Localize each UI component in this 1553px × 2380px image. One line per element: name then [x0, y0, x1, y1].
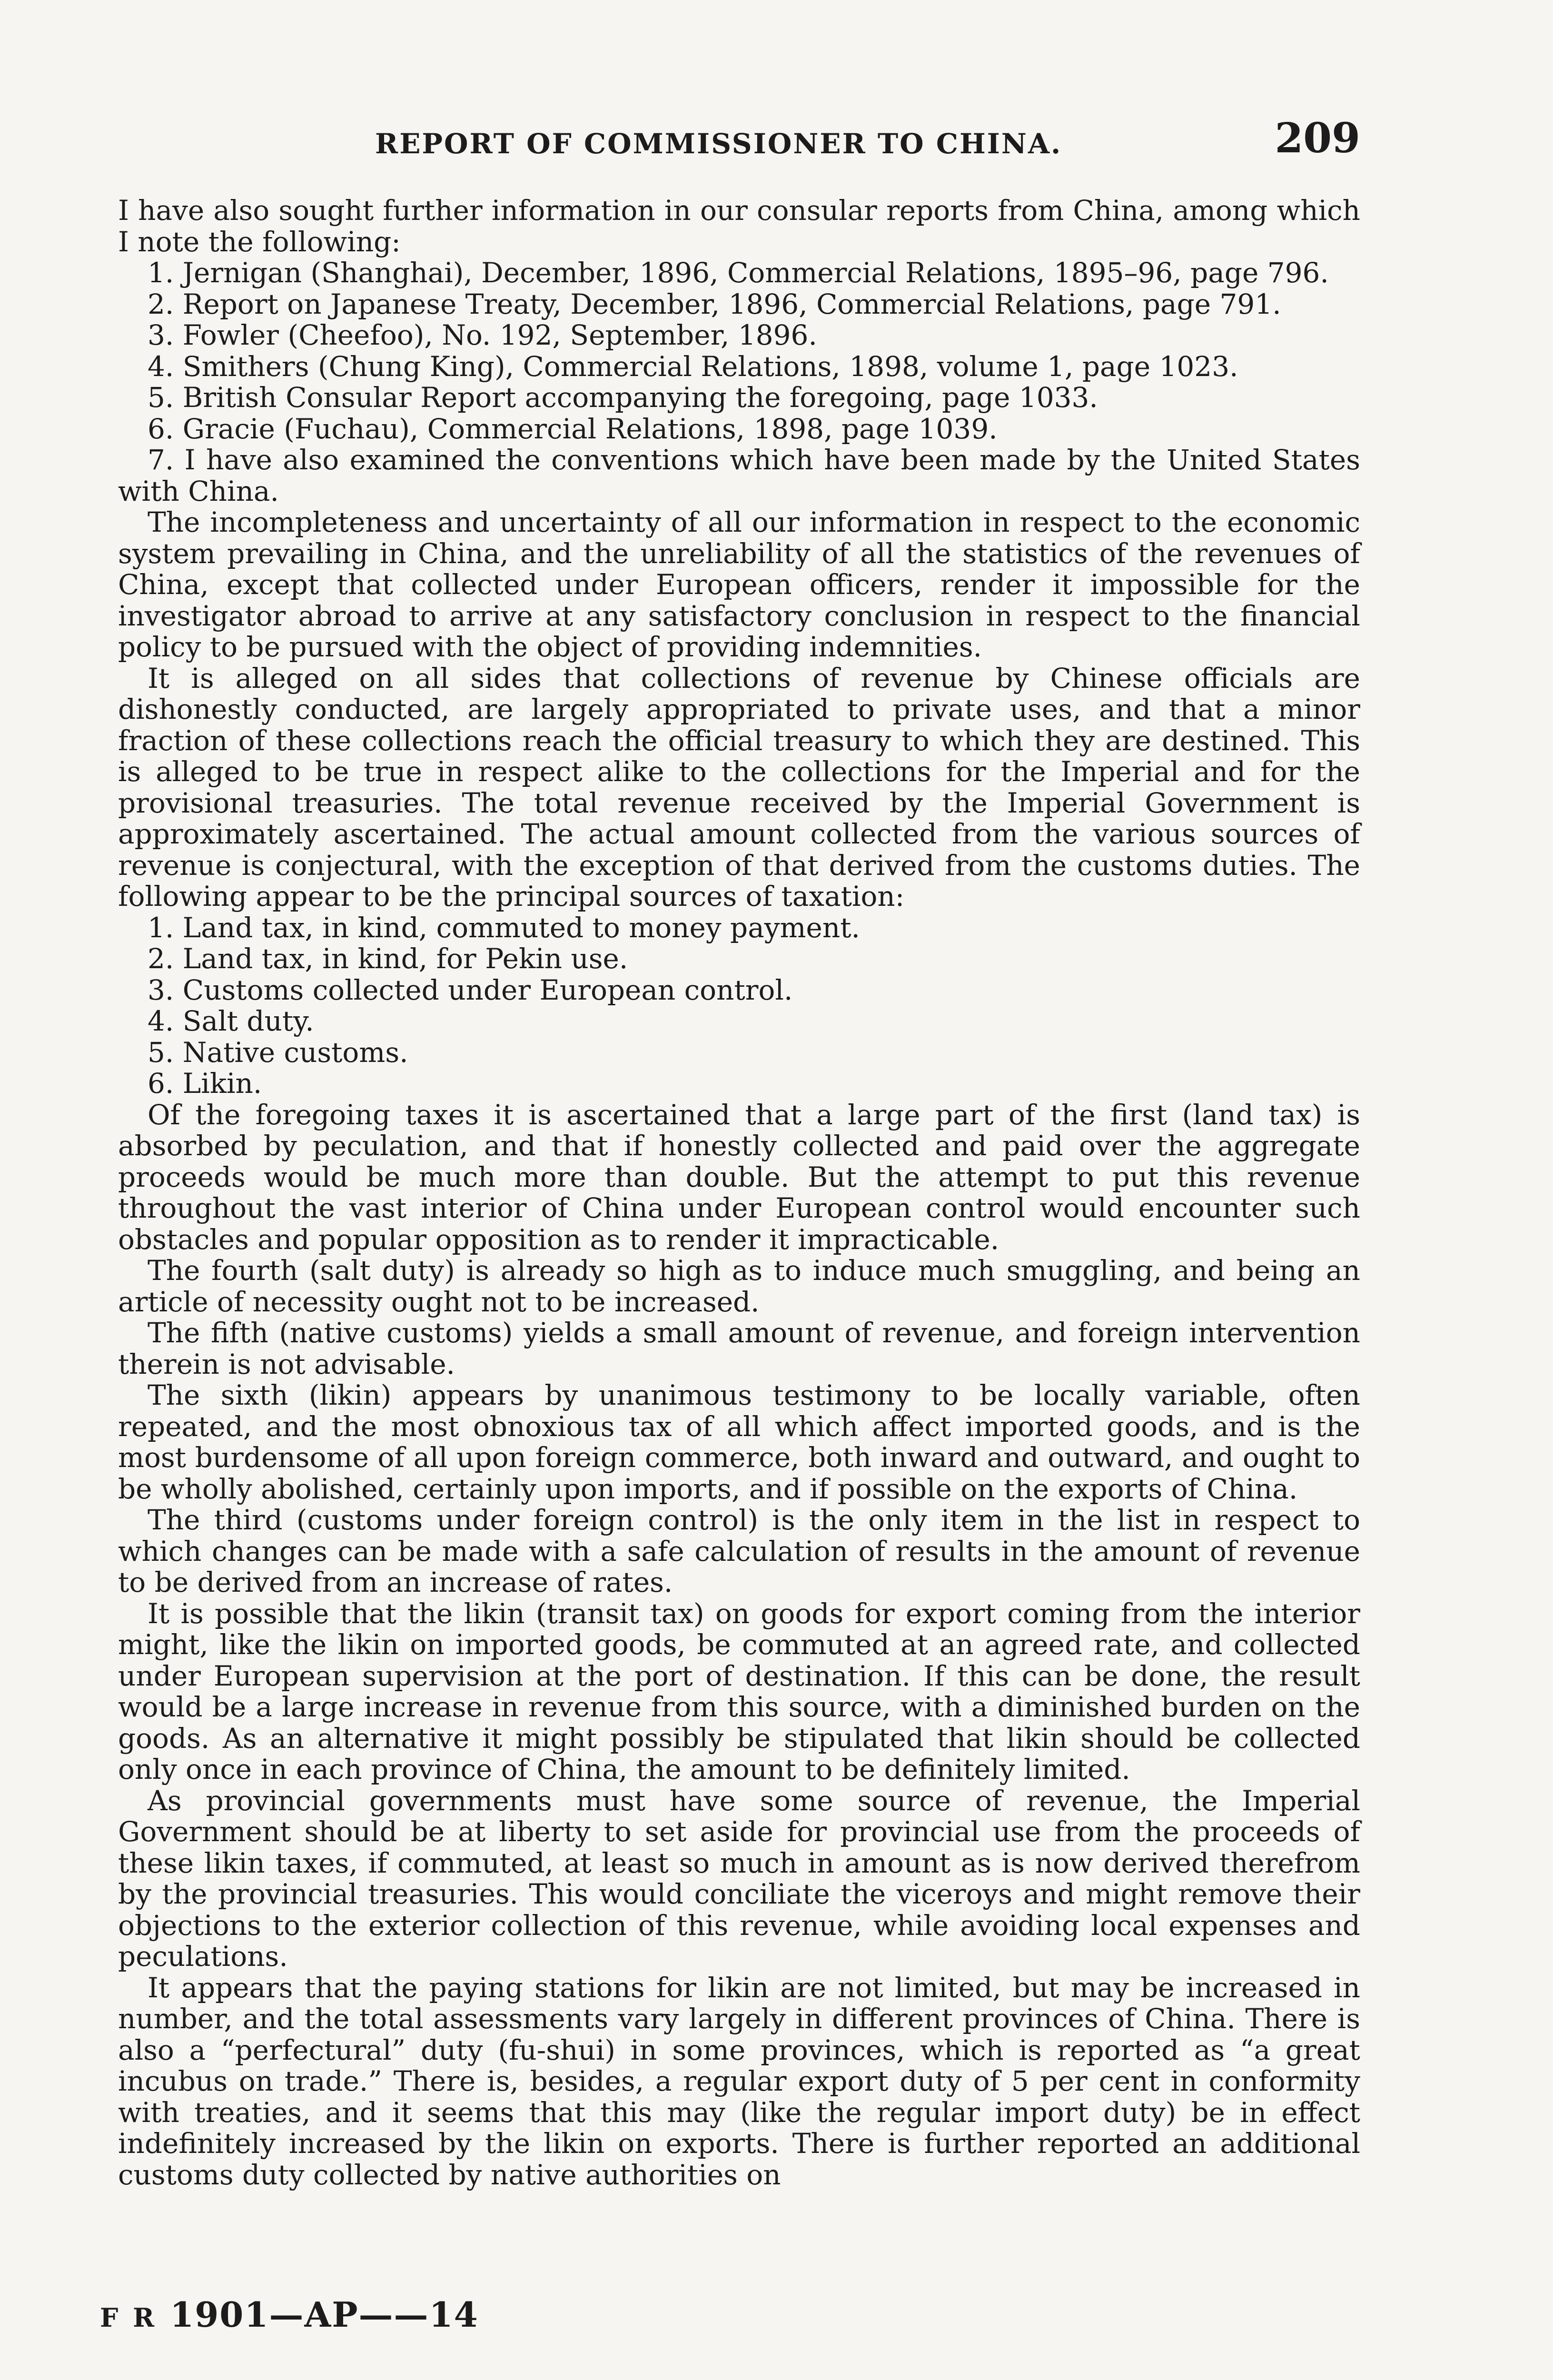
- running-title: REPORT OF COMMISSIONER TO CHINA.: [375, 128, 1062, 160]
- list-item: 4. Salt duty.: [148, 1005, 314, 1037]
- list-item: 5. British Consular Report accompanying the foregoing, page 1033.: [148, 381, 1098, 414]
- list-item: 6. Gracie (Fuchau), Commercial Relations, 1898, page 1039.: [148, 412, 998, 445]
- list-item: 4. Smithers (Chung King), Commercial Relations, 1898, volume 1, page 1023.: [148, 350, 1238, 383]
- list-item: 7. I have also examined the conventions which have been made by the United States with China.: [118, 444, 1360, 507]
- paragraph: It appears that the paying stations for likin are not limited, but may be increased in number, and the total assessments vary largely in different provinces of China. There is also a “perfectural” duty (fu-shui) in some provinces, which is reported as “a great incubus on trade.” There is, besides, a regular export duty of 5 per cent in conformity with treaties, and it seems that this may (like the regular import duty) be in effect indefinitely increased by the likin on exports. There is further reported an additional customs duty collected by native authorities on: [118, 1971, 1360, 2191]
- list-item: 1. Land tax, in kind, commuted to money payment.: [148, 911, 860, 944]
- paragraph: The fourth (salt duty) is already so high as to induce much smuggling, and being an article of necessity ought not to be increased.: [118, 1254, 1360, 1318]
- body-text: [118, 195, 1360, 2191]
- paragraph: As provincial governments must have some source of revenue, the Imperial Government should be at liberty to set aside for provincial use from the proceeds of these likin taxes, if commuted, at least so much in amount as is now derived therefrom by the provincial treasuries. This would conciliate the viceroys and might remove their objections to the exterior collection of this revenue, while avoiding local expenses and peculations.: [118, 1784, 1360, 1973]
- signature-mark: F R: [100, 2302, 158, 2333]
- paragraph: The fifth (native customs) yields a small amount of revenue, and foreign intervention therein is not advisable.: [118, 1317, 1360, 1380]
- signature-line: [100, 2294, 479, 2335]
- paragraph: The sixth (likin) appears by unanimous testimony to be locally variable, often repeated, and the most obnoxious tax of all which affect imported goods, and is the most burdensome of all upon foreign commerce, both inward and outward, and ought to be wholly abolished, certainly upon imports, and if possible on the exports of China.: [118, 1379, 1360, 1505]
- list-item: 2. Report on Japanese Treaty, December, 1896, Commercial Relations, page 791.: [148, 288, 1281, 320]
- list-item: 5. Native customs.: [148, 1036, 408, 1069]
- list-item: 2. Land tax, in kind, for Pekin use.: [148, 942, 628, 975]
- page-number: 209: [1275, 114, 1360, 162]
- paragraph: It is alleged on all sides that collections of revenue by Chinese officials are dishonestly conducted, are largely appropriated to private uses, and that a minor fraction of these collections reach the official treasury to which they are destined. This is alleged to be true in respect alike to the collections for the Imperial and for the provisional treasuries. The total revenue received by the Imperial Government is approximately ascertained. The actual amount collected from the various sources of revenue is conjectural, with the exception of that derived from the customs duties. The following appear to be the principal sources of taxation:: [118, 662, 1360, 912]
- paragraph: Of the foregoing taxes it is ascertained that a large part of the first (land tax) is absorbed by peculation, and that if honestly collected and paid over the aggregate proceeds would be much more than double. But the attempt to put this revenue throughout the vast interior of China under European control would encounter such obstacles and popular opposition as to render it impracticable.: [118, 1098, 1360, 1256]
- volume-mark: 1901—AP——14: [170, 2294, 479, 2335]
- paragraph: It is possible that the likin (transit tax) on goods for export coming from the interior might, like the likin on imported goods, be commuted at an agreed rate, and collected under European supervision at the port of destination. If this can be done, the result would be a large increase in revenue from this source, with a diminished burden on the goods. As an alternative it might possibly be stipulated that likin should be collected only once in each province of China, the amount to be definitely limited.: [118, 1597, 1360, 1785]
- page-header: [118, 114, 1360, 167]
- list-item: 3. Fowler (Cheefoo), No. 192, September, 1896.: [148, 319, 817, 351]
- list-item: 1. Jernigan (Shanghai), December, 1896, Commercial Relations, 1895–96, page 796.: [148, 257, 1329, 289]
- list-item: 6. Likin.: [148, 1067, 262, 1100]
- document-page: [118, 114, 1360, 2191]
- list-item: 3. Customs collected under European control.: [148, 973, 793, 1006]
- paragraph: The incompleteness and uncertainty of all our information in respect to the economic system prevailing in China, and the unreliability of all the statistics of the revenues of China, except that collected under European officers, render it impossible for the investigator abroad to arrive at any satisfactory conclusion in respect to the financial policy to be pursued with the object of providing indemnities.: [118, 506, 1360, 663]
- paragraph: The third (customs under foreign control) is the only item in the list in respect to which changes can be made with a safe calculation of results in the amount of revenue to be derived from an increase of rates.: [118, 1504, 1360, 1598]
- paragraph-intro: I have also sought further information in our consular reports from China, among which I note the following:: [118, 194, 1360, 258]
